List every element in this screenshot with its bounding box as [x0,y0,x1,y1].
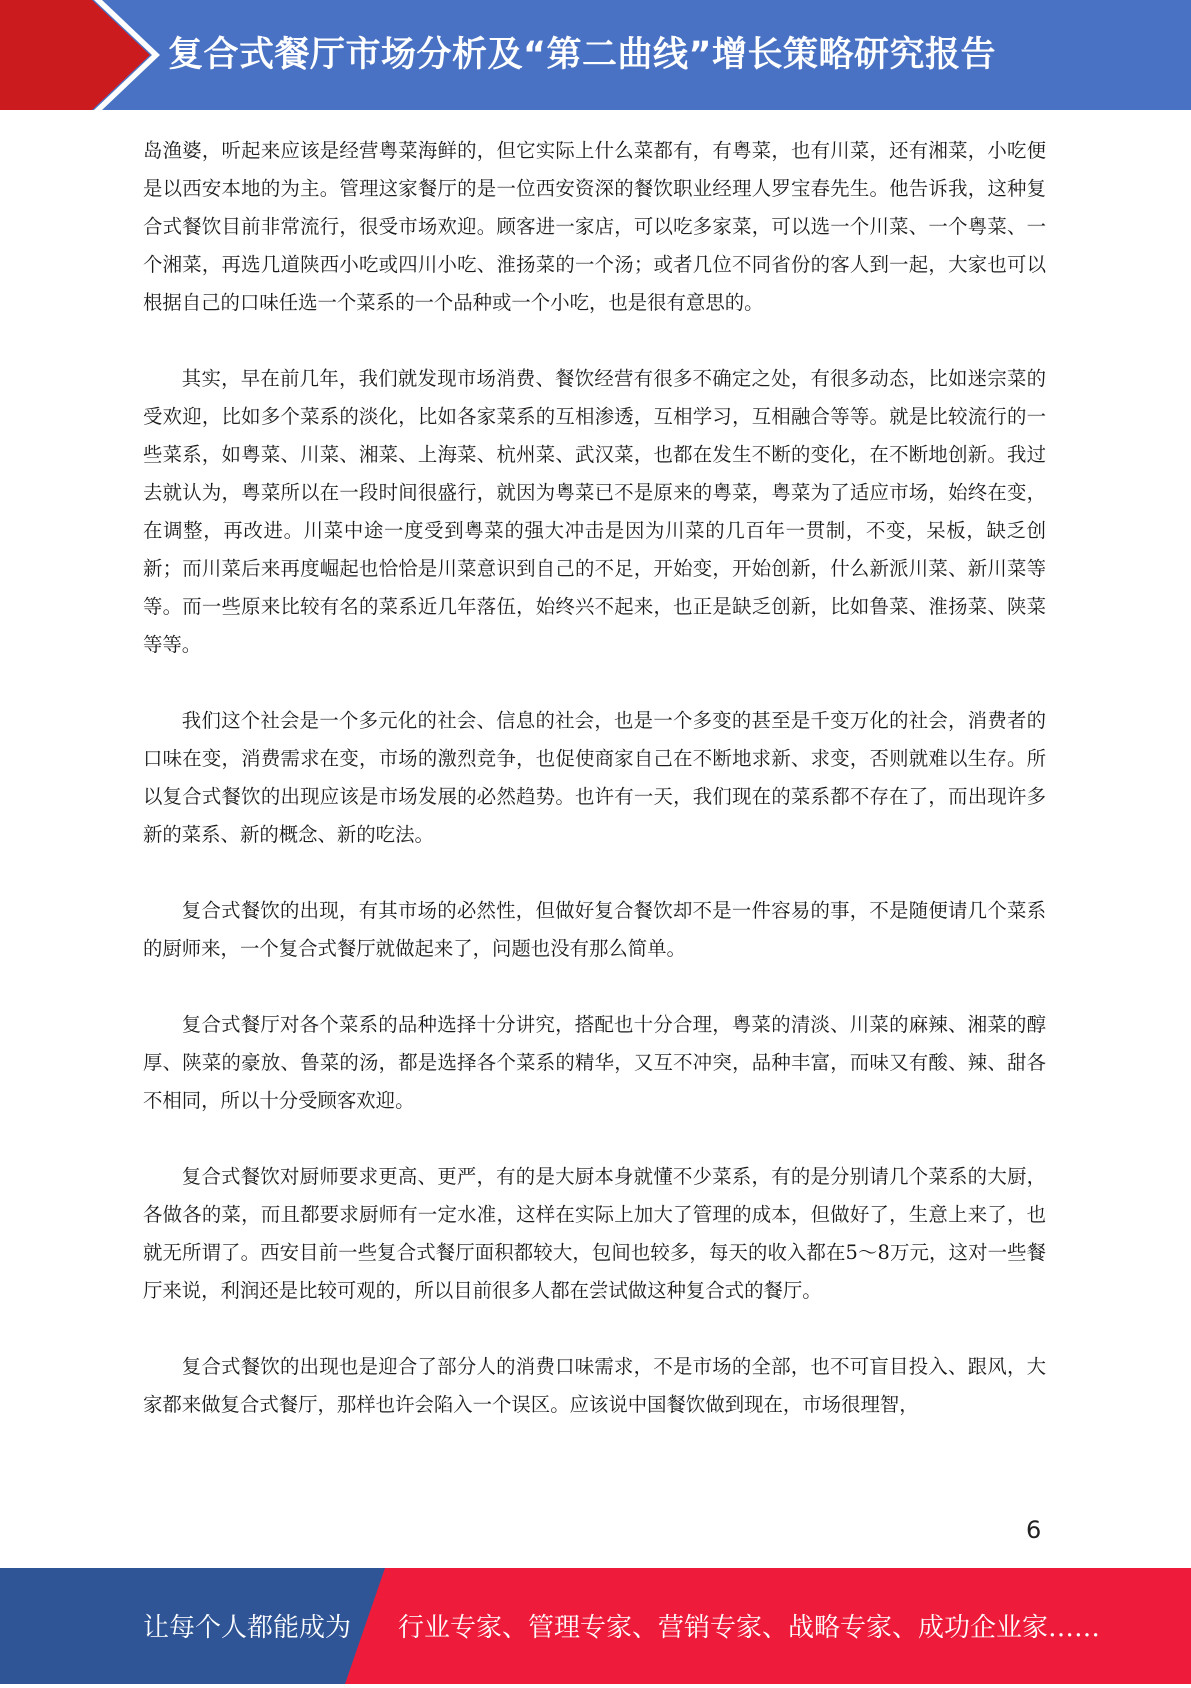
paragraph-4: 复合式餐饮的出现，有其市场的必然性，但做好复合餐饮却不是一件容易的事，不是随便请几个菜系的厨师来，一个复合式餐厅就做起来了，问题也没有那么简单。 [143,899,1046,960]
paragraph-6: 复合式餐饮对厨师要求更高、更严，有的是大厨本身就懂不少菜系，有的是分别请几个菜系的大厨，各做各的菜，而且都要求厨师有一定水准，这样在实际上加大了管理的成本，但做好了，生意上来了，也就无所谓了。西安目前一些复合式餐厅面积都较大，包间也较多，每天的收入都在5～8万元，这对一些餐厅来说，利润还是比较可观的，所以目前很多人都在尝试做这种复合式的餐厅。 [143,1165,1046,1302]
footer-slogan-left: 让每个人都能成为 [143,1613,352,1643]
header-red-arrow [0,0,150,110]
page-number: 6 [1026,1516,1042,1544]
footer-banner [0,1568,1191,1684]
paragraph-2: 其实，早在前几年，我们就发现市场消费、餐饮经营有很多不确定之处，有很多动态，比如迷宗菜的受欢迎，比如多个菜系的淡化，比如各家菜系的互相渗透，互相学习，互相融合等等。就是比较流行的一些菜系，如粤菜、川菜、湘菜、上海菜、杭州菜、武汉菜，也都在发生不断的变化，在不断地创新。我过去就认为，粤菜所以在一段时间很盛行，就因为粤菜已不是原来的粤菜，粤菜为了适应市场，始终在变，在调整，再改进。川菜中途一度受到粤菜的强大冲击是因为川菜的几百年一贯制，不变，呆板，缺乏创新；而川菜后来再度崛起也恰恰是川菜意识到自己的不足，开始变，开始创新，什么新派川菜、新川菜等等。而一些原来比较有名的菜系近几年落伍，始终兴不起来，也正是缺乏创新，比如鲁菜、淮扬菜、陕菜等等。 [143,367,1046,656]
paragraph-7: 复合式餐饮的出现也是迎合了部分人的消费口味需求，不是市场的全部，也不可盲目投入、跟风，大家都来做复合式餐厅，那样也许会陷入一个误区。应该说中国餐饮做到现在，市场很理智， [143,1355,1046,1416]
header-banner [0,0,1191,110]
paragraph-5: 复合式餐厅对各个菜系的品种选择十分讲究，搭配也十分合理，粤菜的清淡、川菜的麻辣、湘菜的醇厚、陕菜的豪放、鲁菜的汤，都是选择各个菜系的精华，又互不冲突，品种丰富，而味又有酸、辣、甜各不相同，所以十分受顾客欢迎。 [143,1013,1046,1112]
document-body [143,132,1046,1462]
report-title: 复合式餐厅市场分析及“第二曲线”增长策略研究报告 [168,35,997,75]
paragraph-1: 岛渔婆，听起来应该是经营粤菜海鲜的，但它实际上什么菜都有，有粤菜，也有川菜，还有湘菜，小吃便是以西安本地的为主。管理这家餐厅的是一位西安资深的餐饮职业经理人罗宝春先生。他告诉我，这种复合式餐饮目前非常流行，很受市场欢迎。顾客进一家店，可以吃多家菜，可以选一个川菜、一个粤菜、一个湘菜，再选几道陕西小吃或四川小吃、淮扬菜的一个汤；或者几位不同省份的客人到一起，大家也可以根据自己的口味任选一个菜系的一个品种或一个小吃，也是很有意思的。 [143,139,1046,314]
footer-slogan-right: 行业专家、管理专家、营销专家、战略专家、成功企业家…… [398,1613,1101,1643]
paragraph-3: 我们这个社会是一个多元化的社会、信息的社会，也是一个多变的甚至是千变万化的社会，消费者的口味在变，消费需求在变，市场的激烈竞争，也促使商家自己在不断地求新、求变，否则就难以生存。所以复合式餐饮的出现应该是市场发展的必然趋势。也许有一天，我们现在的菜系都不存在了，而出现许多新的菜系、新的概念、新的吃法。 [143,709,1046,846]
